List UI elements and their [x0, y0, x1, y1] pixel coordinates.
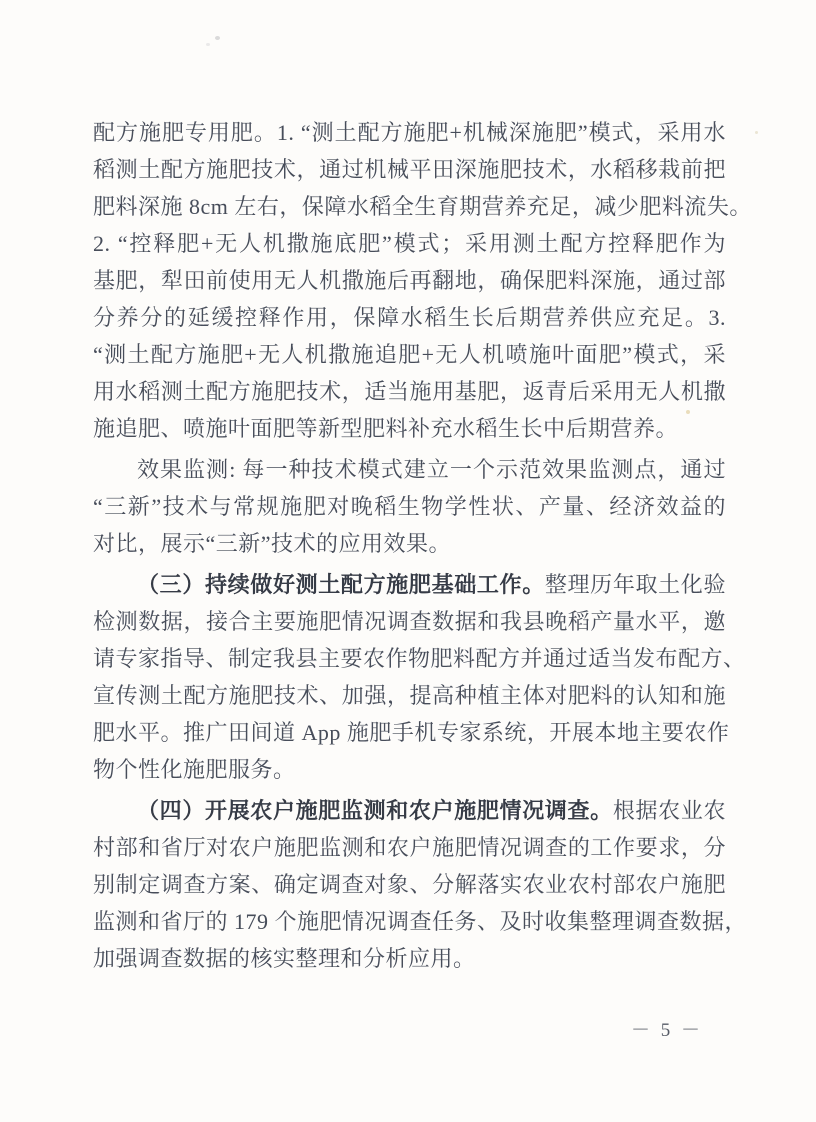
- body-text: 基肥，犁田前使用无人机撒施后再翻地，确保肥料深施，通过部: [93, 268, 726, 293]
- text-line: [93, 262, 726, 299]
- body-text: 根据农业农: [612, 798, 726, 823]
- body-text: 2. “控释肥+无人机撒施底肥”模式；采用测土配方控释肥作为: [93, 231, 726, 256]
- section-heading-text: （四）开展农户施肥监测和农户施肥情况调查。: [137, 798, 613, 823]
- text-line: [93, 114, 726, 151]
- text-line: [93, 792, 726, 829]
- scan-speck: [206, 43, 210, 46]
- body-text: 配方施肥专用肥。1. “测土配方施肥+机械深施肥”模式，采用水: [93, 120, 726, 145]
- section-heading-text: （三）持续做好测土配方施肥基础工作。: [137, 572, 545, 597]
- body-text: 物个性化施肥服务。: [93, 757, 296, 782]
- paragraph: [93, 566, 746, 788]
- body-text: 村部和省厅对农户施肥监测和农户施肥情况调查的工作要求，分: [93, 835, 726, 860]
- body-text: 监测和省厅的 179 个施肥情况调查任务、及时收集整理调查数据，: [93, 909, 748, 934]
- paragraph: [93, 792, 748, 977]
- text-line: [93, 373, 726, 410]
- body-text: 检测数据，接合主要施肥情况调查数据和我县晚稻产量水平，邀: [93, 609, 726, 634]
- body-text: 整理历年取土化验: [544, 572, 726, 597]
- body-text: 稻测土配方施肥技术，通过机械平田深施肥技术，水稻移栽前把: [93, 157, 726, 182]
- text-line: [93, 336, 726, 373]
- text-line: [93, 714, 730, 751]
- body-text: 肥料深施 8cm 左右，保障水稻全生育期营养充足，减少肥料流失。: [93, 194, 752, 219]
- body-text: “三新”技术与常规施肥对晚稻生物学性状、产量、经济效益的: [93, 494, 726, 519]
- body-text: “测土配方施肥+无人机撒施追肥+无人机喷施叶面肥”模式，采: [93, 342, 726, 367]
- text-line: [93, 410, 726, 447]
- text-line: [93, 677, 726, 714]
- body-text: 别制定调查方案、确定调查对象、分解落实农业农村部农户施肥: [93, 872, 726, 897]
- text-line: [93, 225, 726, 262]
- body-text: 加强调查数据的核实整理和分析应用。: [93, 946, 476, 971]
- body-text: 用水稻测土配方施肥技术，适当施用基肥，返青后采用无人机撒: [93, 379, 726, 404]
- text-line: [93, 829, 726, 866]
- paragraph: [93, 451, 726, 562]
- text-line: [93, 451, 726, 488]
- body-text: 肥水平。推广田间道 App 施肥手机专家系统，开展本地主要农作: [93, 720, 730, 745]
- text-line: [93, 603, 726, 640]
- paragraph: [93, 114, 752, 447]
- document-body: [93, 114, 752, 977]
- body-text: 施追肥、喷施叶面肥等新型肥料补充水稻生长中后期营养。: [93, 416, 679, 441]
- text-line: [93, 903, 748, 940]
- text-line: [93, 640, 746, 677]
- body-text: 效果监测: 每一种技术模式建立一个示范效果监测点，通过: [137, 457, 726, 482]
- body-text: 分养分的延缓控释作用，保障水稻生长后期营养供应充足。3.: [93, 305, 726, 330]
- text-line: [93, 188, 752, 225]
- text-line: [93, 566, 726, 603]
- body-text: 宣传测土配方施肥技术、加强，提高种植主体对肥料的认知和施: [93, 683, 726, 708]
- page-number: － 5 －: [630, 1020, 703, 1041]
- text-line: [93, 151, 726, 188]
- scan-speck: [755, 131, 758, 134]
- body-text: 请专家指导、制定我县主要农作物肥料配方并通过适当发布配方、: [93, 646, 746, 671]
- scan-speck: [215, 36, 220, 40]
- text-line: [93, 751, 726, 788]
- text-line: [93, 866, 726, 903]
- body-text: 对比，展示“三新”技术的应用效果。: [93, 531, 452, 556]
- text-line: [93, 299, 726, 336]
- text-line: [93, 940, 726, 977]
- text-line: [93, 525, 726, 562]
- text-line: [93, 488, 726, 525]
